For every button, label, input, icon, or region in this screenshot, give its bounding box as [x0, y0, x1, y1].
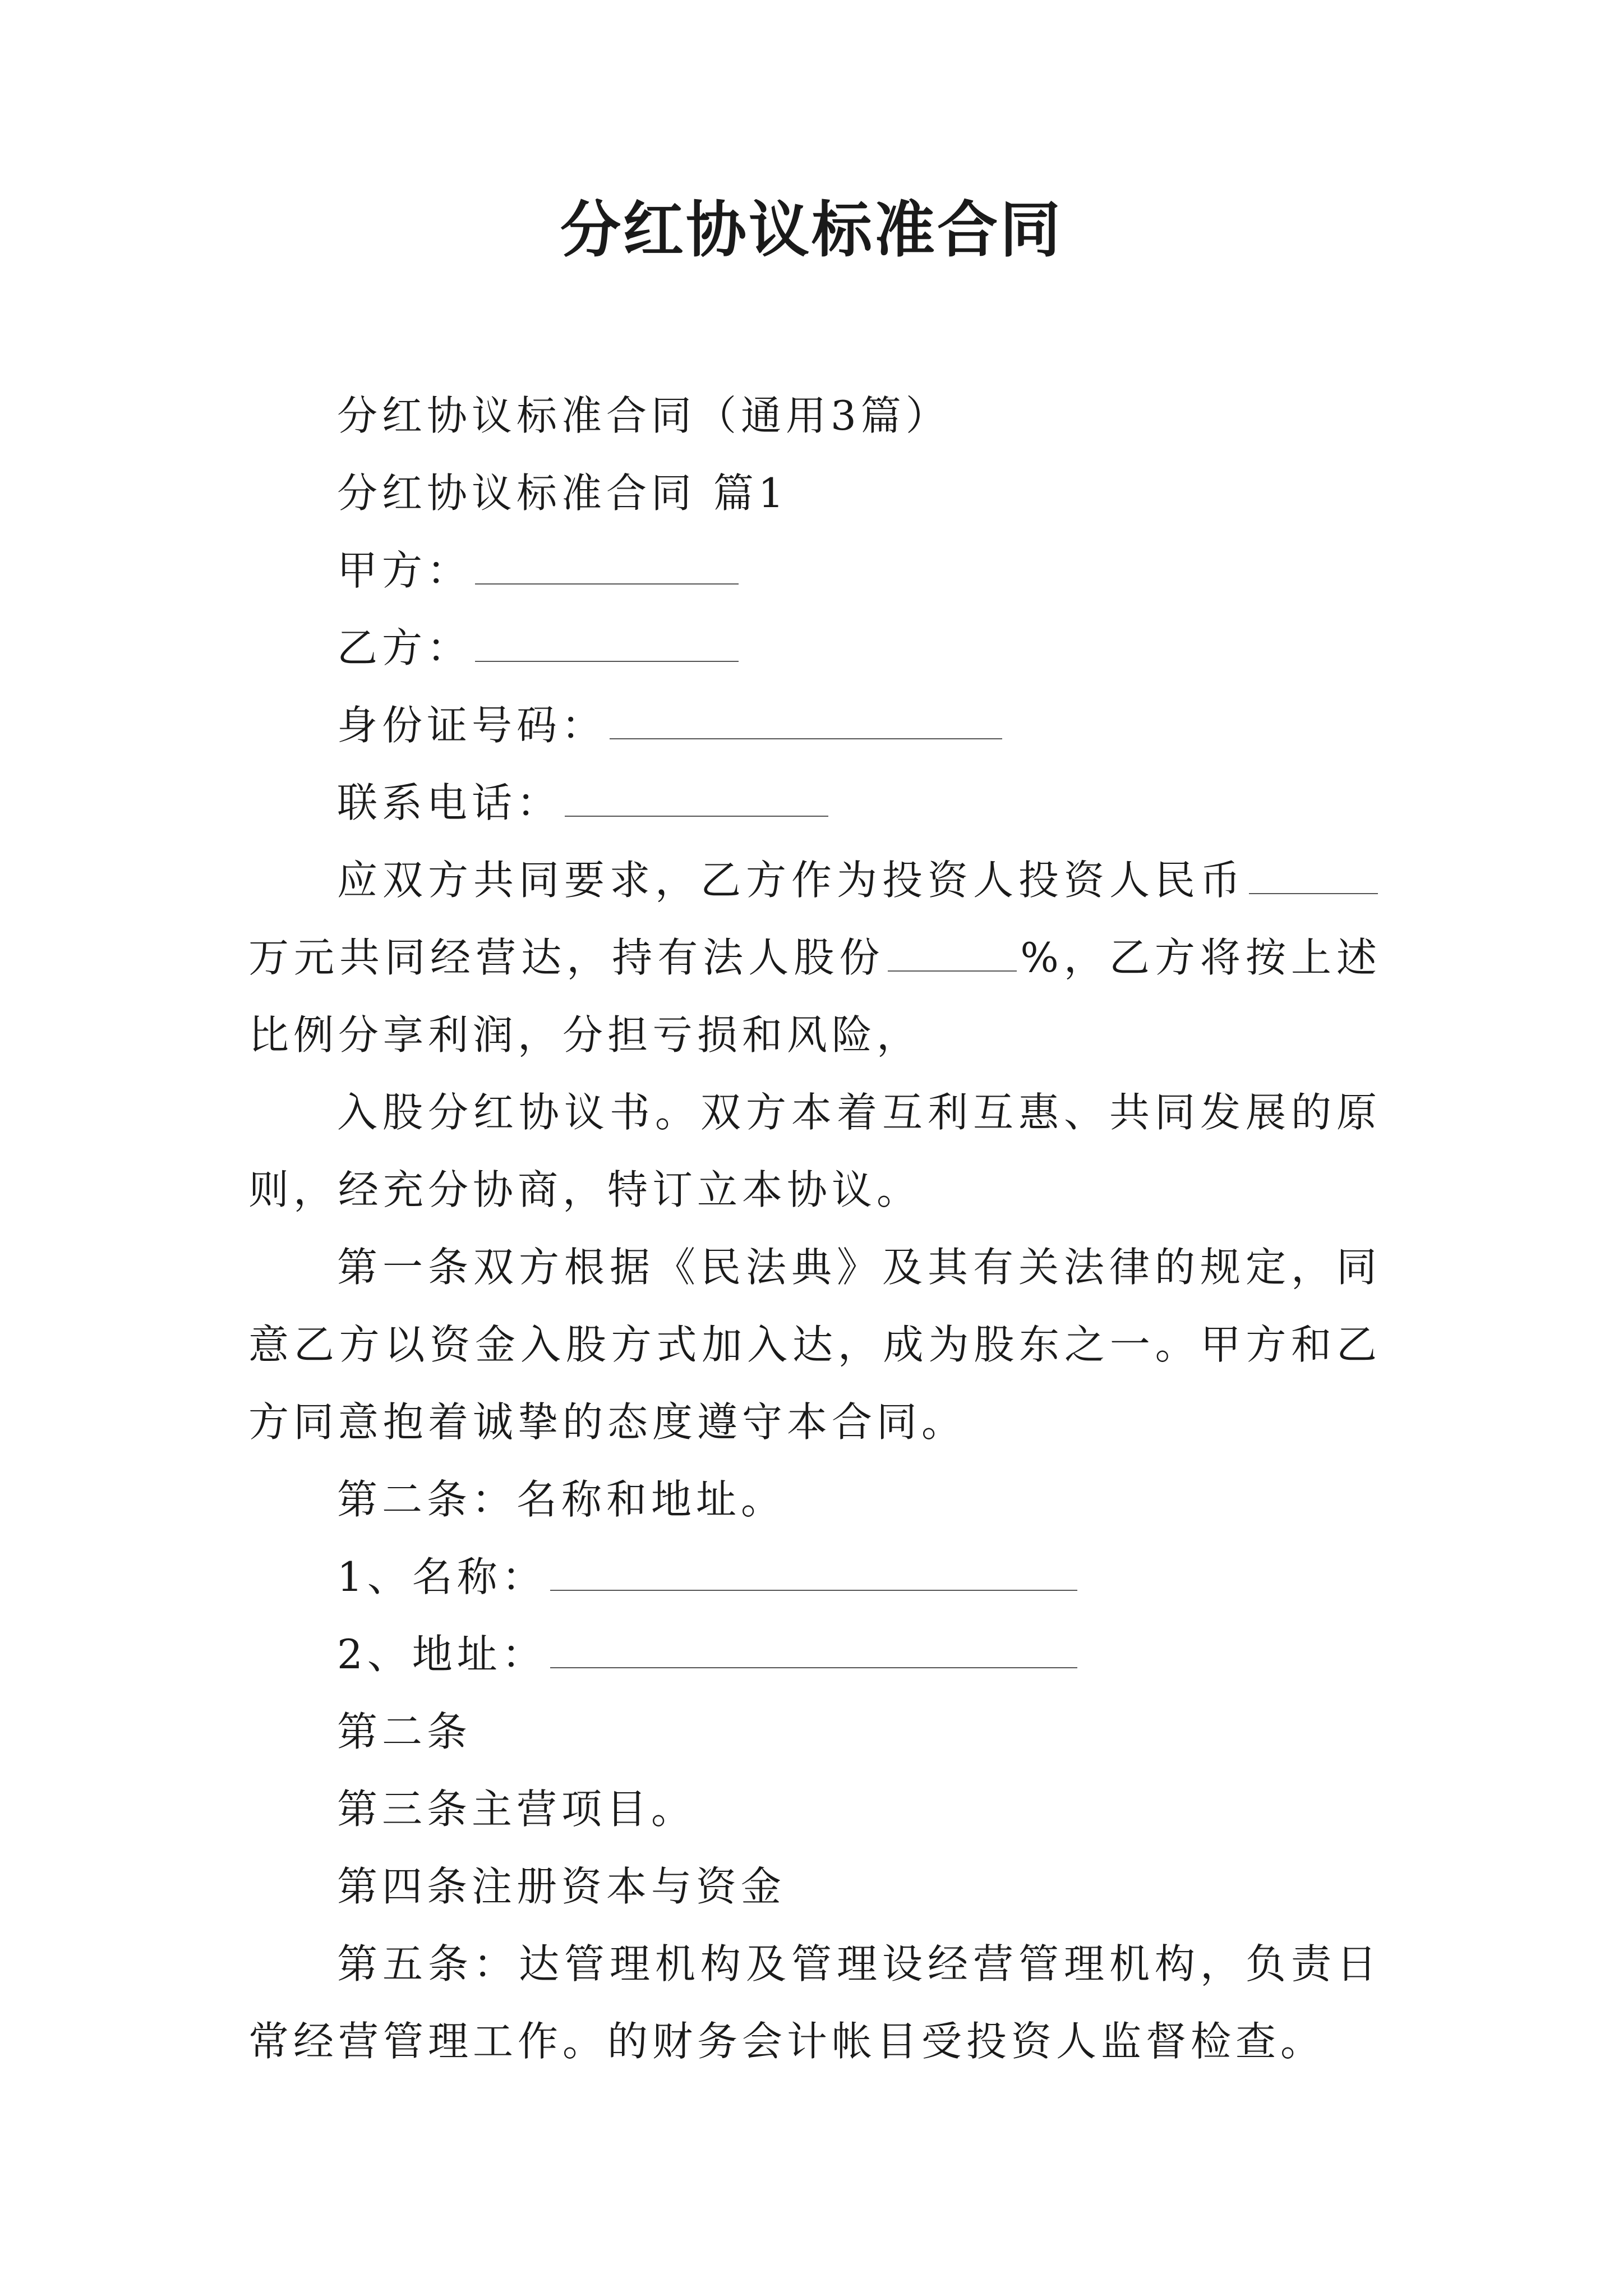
item-name-label: 1、名称： — [337, 1553, 547, 1600]
investment-text-1: 应双方共同要求，乙方作为投资人投资人民币 — [337, 857, 1246, 904]
phone-label: 联系电话： — [337, 779, 562, 826]
party-b-label: 乙方： — [337, 624, 472, 671]
id-label: 身份证号码： — [337, 702, 607, 749]
amount-blank — [1249, 858, 1378, 894]
phone-line — [248, 764, 1381, 841]
share-percent-blank — [888, 936, 1017, 972]
article-2: 第二条：名称和地址。 — [337, 1476, 786, 1523]
article-1: 第一条双方根据《民法典》及其有关法律的规定，同意乙方以资金入股方式加入达，成为股东之一。甲方和乙方同意抱着诚挚的态度遵守本合同。 — [248, 1244, 1381, 1446]
party-a-label: 甲方： — [337, 547, 472, 594]
item-address-line — [248, 1616, 1381, 1693]
party-b-line — [248, 609, 1381, 687]
investment-text-2: 万元共同经营达，持有法人股份 — [248, 934, 885, 981]
article-4: 第四条注册资本与资金 — [337, 1863, 786, 1910]
item-address-blank — [550, 1632, 1077, 1668]
id-line — [248, 687, 1381, 764]
document-subtitle: 分红协议标准合同（通用3篇） — [337, 392, 951, 439]
join-paragraph: 入股分红协议书。双方本着互利互惠、共同发展的原则，经充分协商，特订立本协议。 — [248, 1089, 1381, 1213]
party-a-line — [248, 532, 1381, 609]
document-body — [248, 377, 1381, 2080]
article-2b: 第二条 — [337, 1708, 472, 1755]
article-5: 第五条：达管理机构及管理设经营管理机构，负责日常经营管理工作。的财务会计帐目受投资人监督检查。 — [248, 1940, 1381, 2065]
document-title: 分红协议标准合同 — [560, 195, 1063, 265]
investment-text-3: %，乙方将按上述比例分享利润，分担亏损和风险， — [248, 934, 1381, 1059]
id-blank — [610, 703, 1002, 739]
phone-blank — [565, 781, 828, 817]
item-name-blank — [550, 1555, 1077, 1591]
party-b-blank — [475, 626, 739, 662]
article-3: 第三条主营项目。 — [337, 1786, 697, 1833]
party-a-blank — [475, 549, 739, 585]
item-address-label: 2、地址： — [337, 1631, 547, 1678]
item-name-line — [248, 1538, 1381, 1616]
investment-paragraph — [248, 841, 1381, 1074]
section-heading: 分红协议标准合同 篇1 — [337, 470, 789, 517]
